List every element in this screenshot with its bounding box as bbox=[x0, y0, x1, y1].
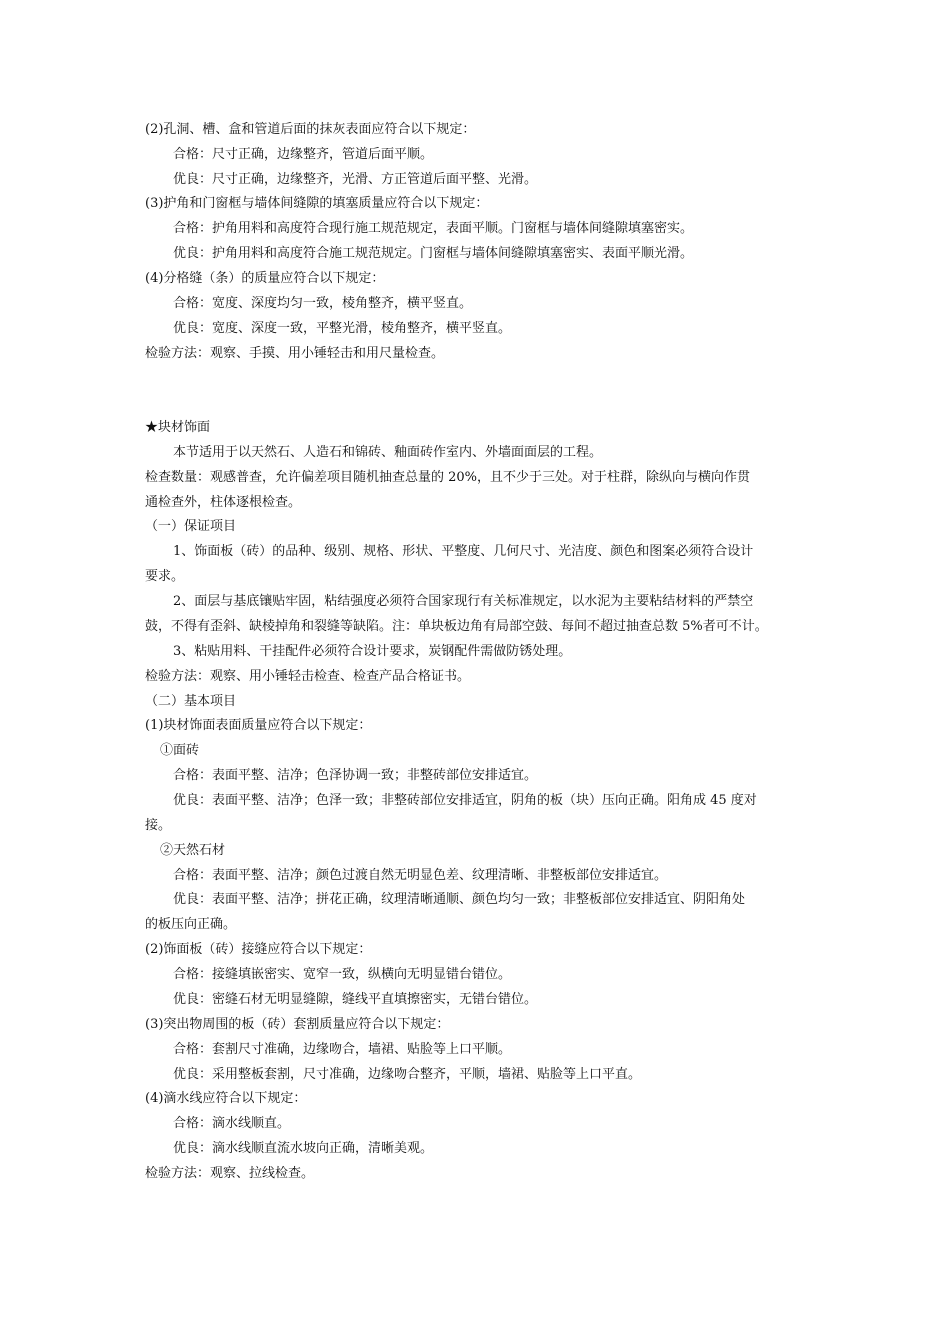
basic-item-2-good: 优良：密缝石材无明显缝隙，缝线平直填擦密实，无错台错位。 bbox=[173, 992, 538, 1007]
quantity-line-1: 检查数量：观感普查，允许偏差项目随机抽查总量的 20%，且不少于三处。对于柱群，除纵向与横向作贯 bbox=[145, 470, 751, 485]
basic-heading: （二）基本项目 bbox=[145, 694, 237, 709]
item-4-pass: 合格：宽度、深度均匀一致，棱角整齐，横平竖直。 bbox=[173, 296, 473, 311]
guarantee-heading: （一）保证项目 bbox=[145, 519, 237, 534]
basic-item-2-heading: (2)饰面板（砖）接缝应符合以下规定： bbox=[145, 942, 372, 957]
basic-item-3-pass: 合格：套割尺寸准确，边缘吻合，墙裙、贴脸等上口平顺。 bbox=[173, 1042, 512, 1057]
guarantee-item-1-line-2: 要求。 bbox=[145, 569, 185, 584]
section-title: ★块材饰面 bbox=[145, 420, 211, 435]
item-3-pass: 合格：护角用料和高度符合现行施工规范规定，表面平顺。门窗框与墙体间缝隙填塞密实。 bbox=[173, 221, 694, 236]
inspection-method-1: 检验方法：观察、手摸、用小锤轻击和用尺量检查。 bbox=[145, 346, 445, 361]
guarantee-item-3: 3、粘贴用料、干挂配件必须符合设计要求，炭钢配件需做防锈处理。 bbox=[173, 644, 572, 659]
item-2-pass: 合格：尺寸正确，边缘整齐，管道后面平顺。 bbox=[173, 147, 434, 162]
basic-item-3-heading: (3)突出物周围的板（砖）套割质量应符合以下规定： bbox=[145, 1017, 450, 1032]
guarantee-item-2-line-2: 鼓，不得有歪斜、缺棱掉角和裂缝等缺陷。注：单块板边角有局部空鼓、每间不超过抽查总数 5%者可不计。 bbox=[145, 619, 768, 634]
item-3-good: 优良：护角用料和高度符合施工规范规定。门窗框与墙体间缝隙填塞密实、表面平顺光滑。 bbox=[173, 246, 694, 261]
tile-good-line-1: 优良：表面平整、洁净；色泽一致；非整砖部位安排适宜，阴角的板（块）压向正确。阳角成 45 度对 bbox=[173, 793, 757, 808]
item-3-heading: (3)护角和门窗框与墙体间缝隙的填塞质量应符合以下规定： bbox=[145, 196, 489, 211]
stone-good-line-2: 的板压向正确。 bbox=[145, 917, 237, 932]
basic-item-4-good: 优良：滴水线顺直流水坡向正确，清晰美观。 bbox=[173, 1141, 434, 1156]
guarantee-item-2-line-1: 2、面层与基底镶贴牢固，粘结强度必须符合国家现行有关标准规定，以水泥为主要粘结材料的严禁空 bbox=[173, 594, 754, 609]
stone-subheading: ②天然石材 bbox=[160, 843, 226, 858]
basic-item-2-pass: 合格：接缝填嵌密实、宽窄一致，纵横向无明显错台错位。 bbox=[173, 967, 512, 982]
basic-item-3-good: 优良：采用整板套割，尺寸准确，边缘吻合整齐，平顺，墙裙、贴脸等上口平直。 bbox=[173, 1067, 642, 1082]
item-2-heading: (2)孔洞、槽、盒和管道后面的抹灰表面应符合以下规定： bbox=[145, 122, 476, 137]
scope-paragraph: 本节适用于以天然石、人造石和锦砖、釉面砖作室内、外墙面面层的工程。 bbox=[173, 445, 603, 460]
tile-good-line-2: 接。 bbox=[145, 818, 172, 833]
basic-item-4-heading: (4)滴水线应符合以下规定： bbox=[145, 1091, 307, 1106]
guarantee-method: 检验方法：观察、用小锤轻击检查、检查产品合格证书。 bbox=[145, 669, 471, 684]
tile-subheading: ①面砖 bbox=[160, 743, 200, 758]
inspection-method-2: 检验方法：观察、拉线检查。 bbox=[145, 1166, 315, 1181]
tile-pass: 合格：表面平整、洁净；色泽协调一致；非整砖部位安排适宜。 bbox=[173, 768, 538, 783]
item-2-good: 优良：尺寸正确，边缘整齐，光滑、方正管道后面平整、光滑。 bbox=[173, 172, 538, 187]
item-4-heading: (4)分格缝（条）的质量应符合以下规定： bbox=[145, 271, 385, 286]
stone-pass: 合格：表面平整、洁净；颜色过渡自然无明显色差、纹理清晰、非整板部位安排适宜。 bbox=[173, 868, 668, 883]
quantity-line-2: 通检查外，柱体逐根检查。 bbox=[145, 495, 302, 510]
basic-item-1-heading: (1)块材饰面表面质量应符合以下规定： bbox=[145, 718, 372, 733]
guarantee-item-1-line-1: 1、饰面板（砖）的品种、级别、规格、形状、平整度、几何尺寸、光洁度、颜色和图案必须符合设计 bbox=[173, 544, 754, 559]
item-4-good: 优良：宽度、深度一致，平整光滑，棱角整齐，横平竖直。 bbox=[173, 321, 512, 336]
basic-item-4-pass: 合格：滴水线顺直。 bbox=[173, 1116, 291, 1131]
stone-good-line-1: 优良：表面平整、洁净；拼花正确，纹理清晰通顺、颜色均匀一致；非整板部位安排适宜、阴阳角处 bbox=[173, 892, 746, 907]
